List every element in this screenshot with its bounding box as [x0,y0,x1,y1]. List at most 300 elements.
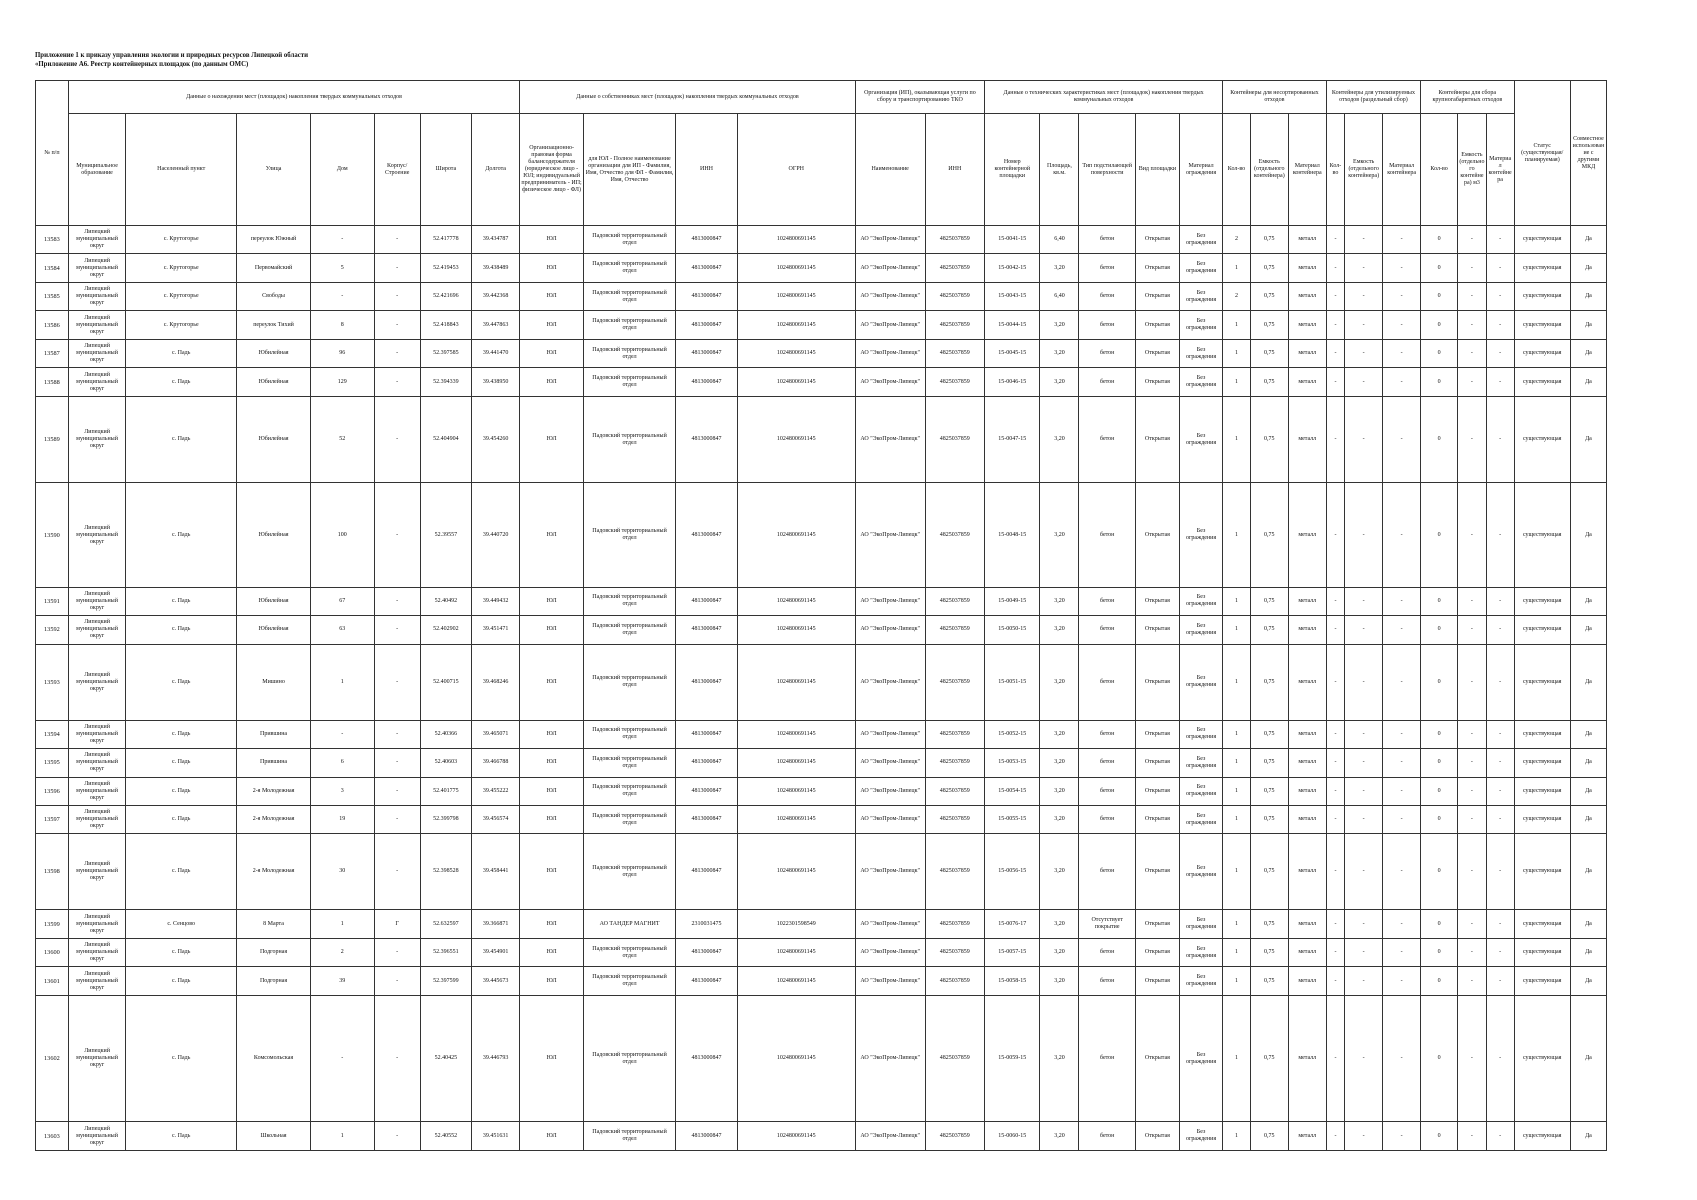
row-number: 13586 [36,311,69,339]
recyclable-count-cell: - [1326,587,1344,615]
house-cell: - [310,720,374,748]
unsorted-material-cell: металл [1288,396,1326,482]
unsorted-material-cell: металл [1288,254,1326,282]
org-inn-cell: 4825037859 [925,396,985,482]
col-header-site-type: Вид площадки [1135,114,1179,226]
inn-cell: 4813000847 [676,938,738,966]
group-header-bulky: Контейнеры для сбора крупногабаритных отходов [1421,81,1514,114]
longitude-cell: 39.468246 [472,644,520,720]
street-cell: Юбилейная [237,368,311,396]
org-name-cell: АО "ЭкоПром-Липецк" [855,254,925,282]
building-cell: - [374,1122,420,1151]
inn-cell: 4813000847 [676,339,738,367]
col-header-recyclable-count: Кол-во [1326,114,1344,226]
table-row [36,483,1607,587]
recyclable-material-cell: - [1383,938,1421,966]
col-header-street: Улица [237,114,311,226]
org-name-cell: АО "ЭкоПром-Липецк" [855,995,925,1122]
surface-cell: бетон [1079,938,1135,966]
bulky-material-cell: - [1486,967,1514,995]
org-name-cell: АО "ЭкоПром-Липецк" [855,587,925,615]
recyclable-volume-cell: - [1345,616,1383,644]
bulky-material-cell: - [1486,995,1514,1122]
recyclable-volume-cell: - [1345,1122,1383,1151]
area-cell: 3,20 [1040,396,1079,482]
inn-cell: 4813000847 [676,483,738,587]
settlement-cell: с. Падь [126,644,237,720]
unsorted-volume-cell: 0,75 [1250,483,1288,587]
area-cell: 3,20 [1040,644,1079,720]
street-cell: Школьная [237,1122,311,1151]
row-number: 13601 [36,967,69,995]
settlement-cell: с. Падь [126,483,237,587]
inn-cell: 4813000847 [676,995,738,1122]
org-name-cell: АО "ЭкоПром-Липецк" [855,967,925,995]
recyclable-count-cell: - [1326,938,1344,966]
settlement-cell: с. Падь [126,368,237,396]
unsorted-volume-cell: 0,75 [1250,254,1288,282]
recyclable-count-cell: - [1326,226,1344,254]
latitude-cell: 52.398528 [420,834,471,910]
bulky-count-cell: 0 [1421,644,1458,720]
recyclable-material-cell: - [1383,967,1421,995]
area-cell: 3,20 [1040,483,1079,587]
legal-form-cell: ЮЛ [520,644,584,720]
shared-use-cell: Да [1570,777,1606,805]
ogrn-cell: 1024800691145 [737,1122,855,1151]
street-cell: 2-я Молодежная [237,777,311,805]
street-cell: Юбилейная [237,483,311,587]
owner-name-cell: Падовский территориальный отдел [583,720,675,748]
org-inn-cell: 4825037859 [925,777,985,805]
site-type-cell: Открытая [1135,226,1179,254]
col-header-site-no: Номер контейнерной площадки [985,114,1040,226]
street-cell: Подгорная [237,938,311,966]
bulky-material-cell: - [1486,616,1514,644]
bulky-count-cell: 0 [1421,720,1458,748]
surface-cell: бетон [1079,587,1135,615]
recyclable-count-cell: - [1326,396,1344,482]
bulky-volume-cell: - [1458,339,1487,367]
document-heading [35,51,308,69]
house-cell: 129 [310,368,374,396]
legal-form-cell: ЮЛ [520,720,584,748]
recyclable-volume-cell: - [1345,834,1383,910]
col-header-area: Площадь, кв.м. [1040,114,1079,226]
settlement-cell: с. Падь [126,720,237,748]
area-cell: 3,20 [1040,805,1079,833]
group-header-tech: Данные о технических характеристиках мест (площадок) накопления твердых коммунальных отходов [985,81,1223,114]
status-cell: существующая [1514,749,1570,777]
status-cell: существующая [1514,396,1570,482]
longitude-cell: 39.438950 [472,368,520,396]
latitude-cell: 52.394339 [420,368,471,396]
shared-use-cell: Да [1570,587,1606,615]
col-header-org-inn: ИНН [925,114,985,226]
fence-cell: Без ограждения [1179,749,1222,777]
settlement-cell: с. Падь [126,938,237,966]
owner-name-cell: Падовский территориальный отдел [583,282,675,310]
org-name-cell: АО "ЭкоПром-Липецк" [855,805,925,833]
legal-form-cell: ЮЛ [520,483,584,587]
col-header-lat: Широта [420,114,471,226]
unsorted-volume-cell: 0,75 [1250,805,1288,833]
legal-form-cell: ЮЛ [520,254,584,282]
unsorted-volume-cell: 0,75 [1250,311,1288,339]
shared-use-cell: Да [1570,368,1606,396]
ogrn-cell: 1024800691145 [737,254,855,282]
row-number: 13598 [36,834,69,910]
area-cell: 3,20 [1040,777,1079,805]
owner-name-cell: Падовский территориальный отдел [583,749,675,777]
site-number-cell: 15-0060-15 [985,1122,1040,1151]
bulky-volume-cell: - [1458,368,1487,396]
unsorted-count-cell: 1 [1223,587,1251,615]
row-number: 13588 [36,368,69,396]
fence-cell: Без ограждения [1179,938,1222,966]
unsorted-count-cell: 1 [1223,368,1251,396]
inn-cell: 2310031475 [676,910,738,938]
site-number-cell: 15-0054-15 [985,777,1040,805]
latitude-cell: 52.397585 [420,339,471,367]
status-cell: существующая [1514,311,1570,339]
unsorted-material-cell: металл [1288,910,1326,938]
legal-form-cell: ЮЛ [520,616,584,644]
bulky-count-cell: 0 [1421,396,1458,482]
group-header-recyclable: Контейнеры для утилизируемых отходов (раздельный сбор) [1326,81,1420,114]
legal-form-cell: ЮЛ [520,1122,584,1151]
latitude-cell: 52.404904 [420,396,471,482]
row-number: 13589 [36,396,69,482]
col-header-recyclable-material: Материал контейнера [1383,114,1421,226]
building-cell: - [374,311,420,339]
site-type-cell: Открытая [1135,254,1179,282]
recyclable-volume-cell: - [1345,995,1383,1122]
org-inn-cell: 4825037859 [925,311,985,339]
bulky-material-cell: - [1486,396,1514,482]
unsorted-count-cell: 1 [1223,910,1251,938]
inn-cell: 4813000847 [676,834,738,910]
building-cell: - [374,967,420,995]
row-number: 13592 [36,616,69,644]
bulky-count-cell: 0 [1421,749,1458,777]
shared-use-cell: Да [1570,339,1606,367]
shared-use-cell: Да [1570,834,1606,910]
table-row [36,226,1607,254]
surface-cell: бетон [1079,339,1135,367]
street-cell: 2-я Молодежная [237,834,311,910]
shared-use-cell: Да [1570,311,1606,339]
longitude-cell: 39.454260 [472,396,520,482]
row-number: 13593 [36,644,69,720]
settlement-cell: с. Падь [126,805,237,833]
street-cell: Подгорная [237,967,311,995]
row-number: 13590 [36,483,69,587]
site-number-cell: 15-0055-15 [985,805,1040,833]
settlement-cell: с. Сенцово [126,910,237,938]
unsorted-count-cell: 1 [1223,483,1251,587]
org-inn-cell: 4825037859 [925,254,985,282]
recyclable-volume-cell: - [1345,282,1383,310]
site-number-cell: 15-0052-15 [985,720,1040,748]
table-row [36,938,1607,966]
unsorted-material-cell: металл [1288,749,1326,777]
site-number-cell: 15-0049-15 [985,587,1040,615]
org-name-cell: АО "ЭкоПром-Липецк" [855,311,925,339]
recyclable-volume-cell: - [1345,749,1383,777]
inn-cell: 4813000847 [676,254,738,282]
table-row [36,644,1607,720]
site-type-cell: Открытая [1135,1122,1179,1151]
bulky-count-cell: 0 [1421,777,1458,805]
table-row [36,311,1607,339]
area-cell: 3,20 [1040,720,1079,748]
site-type-cell: Открытая [1135,777,1179,805]
settlement-cell: с. Падь [126,616,237,644]
recyclable-volume-cell: - [1345,339,1383,367]
municipality-cell: Липецкий муниципальный округ [68,311,125,339]
inn-cell: 4813000847 [676,311,738,339]
col-header-building: Корпус/Строение [374,114,420,226]
settlement-cell: с. Крутогорье [126,226,237,254]
unsorted-material-cell: металл [1288,995,1326,1122]
recyclable-volume-cell: - [1345,777,1383,805]
street-cell: Свободы [237,282,311,310]
shared-use-cell: Да [1570,616,1606,644]
col-header-unsorted-volume: Емкость (отдельного контейнера) [1250,114,1288,226]
street-cell: Комсомольская [237,995,311,1122]
house-cell: 3 [310,777,374,805]
settlement-cell: с. Падь [126,1122,237,1151]
org-inn-cell: 4825037859 [925,483,985,587]
house-cell: 63 [310,616,374,644]
legal-form-cell: ЮЛ [520,396,584,482]
ogrn-cell: 1024800691145 [737,805,855,833]
site-number-cell: 15-0050-15 [985,616,1040,644]
unsorted-material-cell: металл [1288,483,1326,587]
group-header-location: Данные о нахождении мест (площадок) накопления твердых коммунальных отходов [68,81,519,114]
shared-use-cell: Да [1570,995,1606,1122]
bulky-volume-cell: - [1458,834,1487,910]
municipality-cell: Липецкий муниципальный округ [68,396,125,482]
unsorted-volume-cell: 0,75 [1250,587,1288,615]
municipality-cell: Липецкий муниципальный округ [68,282,125,310]
longitude-cell: 39.454901 [472,938,520,966]
shared-use-cell: Да [1570,805,1606,833]
bulky-material-cell: - [1486,644,1514,720]
surface-cell: бетон [1079,749,1135,777]
area-cell: 3,20 [1040,938,1079,966]
unsorted-volume-cell: 0,75 [1250,967,1288,995]
street-cell: Прившина [237,749,311,777]
recyclable-material-cell: - [1383,339,1421,367]
status-cell: существующая [1514,644,1570,720]
recyclable-count-cell: - [1326,720,1344,748]
fence-cell: Без ограждения [1179,644,1222,720]
site-number-cell: 15-0046-15 [985,368,1040,396]
status-cell: существующая [1514,910,1570,938]
recyclable-count-cell: - [1326,834,1344,910]
house-cell: 52 [310,396,374,482]
table-row [36,995,1607,1122]
site-type-cell: Открытая [1135,616,1179,644]
longitude-cell: 39.438489 [472,254,520,282]
shared-use-cell: Да [1570,749,1606,777]
area-cell: 3,20 [1040,368,1079,396]
fence-cell: Без ограждения [1179,587,1222,615]
inn-cell: 4813000847 [676,805,738,833]
legal-form-cell: ЮЛ [520,587,584,615]
legal-form-cell: ЮЛ [520,967,584,995]
area-cell: 3,20 [1040,616,1079,644]
site-type-cell: Открытая [1135,368,1179,396]
bulky-volume-cell: - [1458,805,1487,833]
recyclable-count-cell: - [1326,910,1344,938]
table-row [36,1122,1607,1151]
site-number-cell: 15-0047-15 [985,396,1040,482]
org-inn-cell: 4825037859 [925,226,985,254]
unsorted-material-cell: металл [1288,644,1326,720]
site-type-cell: Открытая [1135,282,1179,310]
municipality-cell: Липецкий муниципальный округ [68,1122,125,1151]
municipality-cell: Липецкий муниципальный округ [68,910,125,938]
latitude-cell: 52.632597 [420,910,471,938]
settlement-cell: с. Падь [126,587,237,615]
bulky-material-cell: - [1486,226,1514,254]
area-cell: 3,20 [1040,254,1079,282]
area-cell: 3,20 [1040,1122,1079,1151]
site-number-cell: 15-0057-15 [985,938,1040,966]
heading-line-1: Приложение 1 к приказу управления экологии и природных ресурсов Липецкой области [35,52,309,59]
site-number-cell: 15-0056-15 [985,834,1040,910]
table-row [36,777,1607,805]
unsorted-volume-cell: 0,75 [1250,1122,1288,1151]
longitude-cell: 39.440720 [472,483,520,587]
house-cell: 67 [310,587,374,615]
site-number-cell: 15-0058-15 [985,967,1040,995]
longitude-cell: 39.442368 [472,282,520,310]
longitude-cell: 39.465071 [472,720,520,748]
unsorted-volume-cell: 0,75 [1250,616,1288,644]
recyclable-volume-cell: - [1345,720,1383,748]
building-cell: - [374,254,420,282]
street-cell: Прившина [237,720,311,748]
unsorted-count-cell: 1 [1223,938,1251,966]
bulky-count-cell: 0 [1421,616,1458,644]
bulky-material-cell: - [1486,1122,1514,1151]
org-inn-cell: 4825037859 [925,282,985,310]
bulky-material-cell: - [1486,805,1514,833]
bulky-volume-cell: - [1458,282,1487,310]
unsorted-volume-cell: 0,75 [1250,226,1288,254]
site-number-cell: 15-0043-15 [985,282,1040,310]
surface-cell: Отсутствует покрытие [1079,910,1135,938]
unsorted-volume-cell: 0,75 [1250,644,1288,720]
fence-cell: Без ограждения [1179,995,1222,1122]
latitude-cell: 52.397599 [420,967,471,995]
bulky-count-cell: 0 [1421,368,1458,396]
inn-cell: 4813000847 [676,226,738,254]
building-cell: - [374,483,420,587]
bulky-count-cell: 0 [1421,282,1458,310]
site-number-cell: 15-0041-15 [985,226,1040,254]
bulky-material-cell: - [1486,720,1514,748]
status-cell: существующая [1514,777,1570,805]
longitude-cell: 39.451631 [472,1122,520,1151]
surface-cell: бетон [1079,995,1135,1122]
bulky-material-cell: - [1486,910,1514,938]
municipality-cell: Липецкий муниципальный округ [68,720,125,748]
bulky-count-cell: 0 [1421,226,1458,254]
longitude-cell: 39.447863 [472,311,520,339]
ogrn-cell: 1024800691145 [737,311,855,339]
shared-use-cell: Да [1570,967,1606,995]
recyclable-volume-cell: - [1345,254,1383,282]
site-type-cell: Открытая [1135,995,1179,1122]
group-header-owners: Данные о собственниках мест (площадок) накопления твердых коммунальных отходов [520,81,856,114]
street-cell: Юбилейная [237,587,311,615]
bulky-count-cell: 0 [1421,254,1458,282]
org-name-cell: АО "ЭкоПром-Липецк" [855,1122,925,1151]
ogrn-cell: 1024800691145 [737,995,855,1122]
legal-form-cell: ЮЛ [520,938,584,966]
site-number-cell: 15-0045-15 [985,339,1040,367]
latitude-cell: 52.399798 [420,805,471,833]
org-inn-cell: 4825037859 [925,967,985,995]
recyclable-material-cell: - [1383,834,1421,910]
legal-form-cell: ЮЛ [520,777,584,805]
org-name-cell: АО "ЭкоПром-Липецк" [855,938,925,966]
inn-cell: 4813000847 [676,749,738,777]
settlement-cell: с. Падь [126,834,237,910]
ogrn-cell: 1024800691145 [737,587,855,615]
building-cell: Г [374,910,420,938]
row-number: 13585 [36,282,69,310]
ogrn-cell: 1024800691145 [737,644,855,720]
shared-use-cell: Да [1570,938,1606,966]
owner-name-cell: Падовский территориальный отдел [583,777,675,805]
longitude-cell: 39.441470 [472,339,520,367]
municipality-cell: Липецкий муниципальный округ [68,995,125,1122]
surface-cell: бетон [1079,616,1135,644]
house-cell: - [310,282,374,310]
fence-cell: Без ограждения [1179,910,1222,938]
owner-name-cell: Падовский территориальный отдел [583,368,675,396]
house-cell: - [310,995,374,1122]
row-number: 13603 [36,1122,69,1151]
unsorted-material-cell: металл [1288,777,1326,805]
bulky-material-cell: - [1486,777,1514,805]
table-row [36,805,1607,833]
building-cell: - [374,339,420,367]
longitude-cell: 39.455222 [472,777,520,805]
unsorted-count-cell: 1 [1223,777,1251,805]
bulky-count-cell: 0 [1421,938,1458,966]
site-type-cell: Открытая [1135,910,1179,938]
unsorted-count-cell: 1 [1223,995,1251,1122]
longitude-cell: 39.366871 [472,910,520,938]
ogrn-cell: 1024800691145 [737,749,855,777]
row-number: 13599 [36,910,69,938]
owner-name-cell: Падовский территориальный отдел [583,396,675,482]
legal-form-cell: ЮЛ [520,311,584,339]
recyclable-volume-cell: - [1345,226,1383,254]
site-type-cell: Открытая [1135,311,1179,339]
org-inn-cell: 4825037859 [925,339,985,367]
recyclable-count-cell: - [1326,616,1344,644]
recyclable-material-cell: - [1383,1122,1421,1151]
latitude-cell: 52.421696 [420,282,471,310]
